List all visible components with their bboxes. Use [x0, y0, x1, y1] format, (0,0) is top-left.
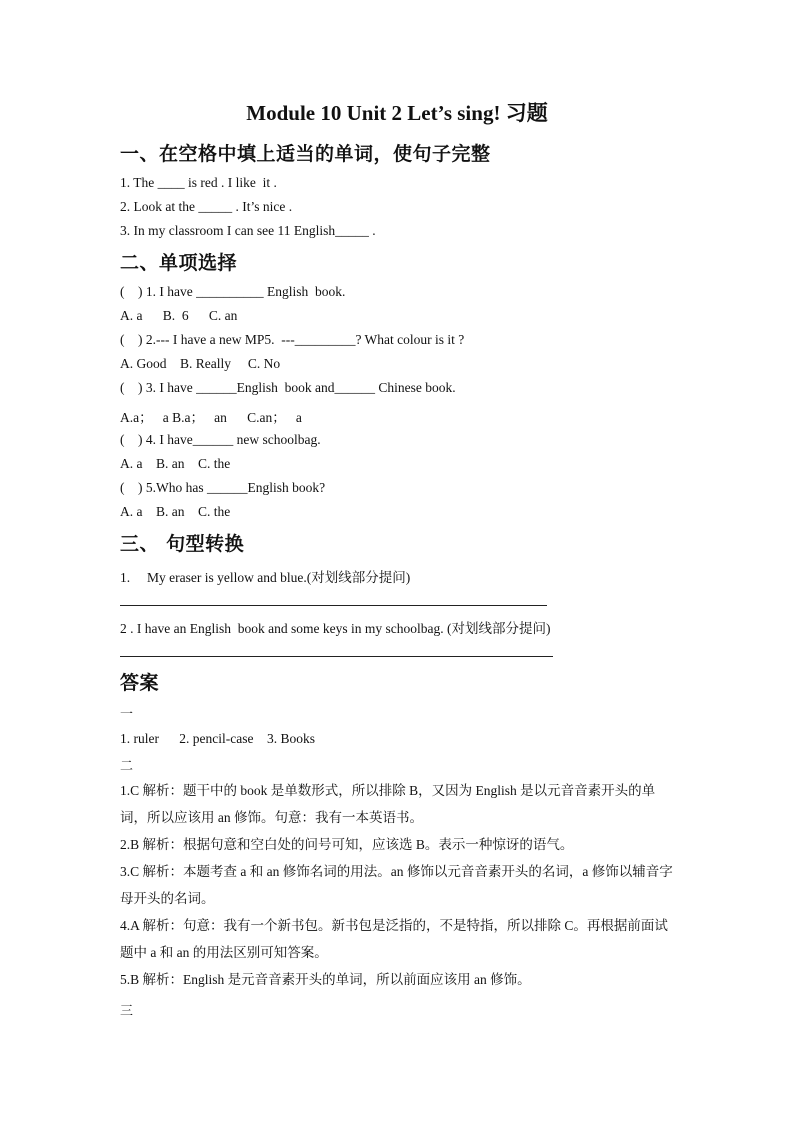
choice-options-2: A. Good B. Really C. No [120, 356, 281, 371]
answer-explanation-1: 1.C 解析：题干中的 book 是单数形式，所以排除 B，又因为 English 是以元音音素开头的单词，所以应该用 an 修饰。句意：我有一本英语书。 [120, 783, 656, 825]
answer-explanation-5: 5.B 解析：English 是元音音素开头的单词，所以前面应该用 an 修饰。 [120, 972, 531, 987]
choice-question-5: ( ) 5.Who has ______English book? [120, 480, 326, 495]
choice-question-3: ( ) 3. I have ______English book and______ Chinese book. [120, 380, 456, 395]
choice-options-3: A.a； a B.a； an C.an； a [120, 410, 302, 425]
answers-part1-label: 一 [120, 707, 134, 722]
fill-item-2: 2. Look at the _____ . It’s nice . [120, 199, 293, 214]
answers-part1-text: 1. ruler 2. pencil-case 3. Books [120, 731, 315, 746]
answer-line-1 [120, 605, 547, 606]
answers-heading: 答案 [120, 672, 160, 694]
choice-question-2: ( ) 2.--- I have a new MP5. ---_________? What colour is it ? [120, 332, 465, 347]
choice-options-1: A. a B. 6 C. an [120, 308, 238, 323]
choice-question-4: ( ) 4. I have______ new schoolbag. [120, 432, 321, 447]
answers-part3-label: 三 [120, 1004, 134, 1019]
choice-question-1: ( ) 1. I have __________ English book. [120, 284, 346, 299]
choice-options-5: A. a B. an C. the [120, 504, 231, 519]
answers-part2-label: 二 [120, 759, 134, 774]
answer-explanation-4: 4.A 解析：句意：我有一个新书包。新书包是泛指的，不是特指，所以排除 C。再根据前面试题中 a 和 an 的用法区别可知答案。 [120, 918, 668, 960]
section2-heading: 二、单项选择 [120, 252, 238, 274]
page-title: Module 10 Unit 2 Let’s sing! 习题 [246, 101, 548, 125]
choice-options-4: A. a B. an C. the [120, 456, 231, 471]
section3-heading: 三、 句型转换 [120, 533, 245, 555]
answer-explanation-3: 3.C 解析：本题考查 a 和 an 修饰名词的用法。an 修饰以元音音素开头的名词，a 修饰以辅音字母开头的名词。 [120, 864, 673, 906]
answer-explanation-2: 2.B 解析：根据句意和空白处的问号可知，应该选 B。表示一种惊讶的语气。 [120, 837, 574, 852]
section1-heading: 一、在空格中填上适当的单词，使句子完整 [120, 143, 491, 165]
transform-item-2: 2 . I have an English book and some keys in my schoolbag. (对划线部分提问) [120, 621, 551, 636]
answer-line-2 [120, 656, 553, 657]
fill-item-3: 3. In my classroom I can see 11 English_____ . [120, 223, 376, 238]
fill-item-1: 1. The ____ is red . I like it . [120, 175, 277, 190]
transform-item-1: 1. My eraser is yellow and blue.(对划线部分提问) [120, 570, 411, 585]
